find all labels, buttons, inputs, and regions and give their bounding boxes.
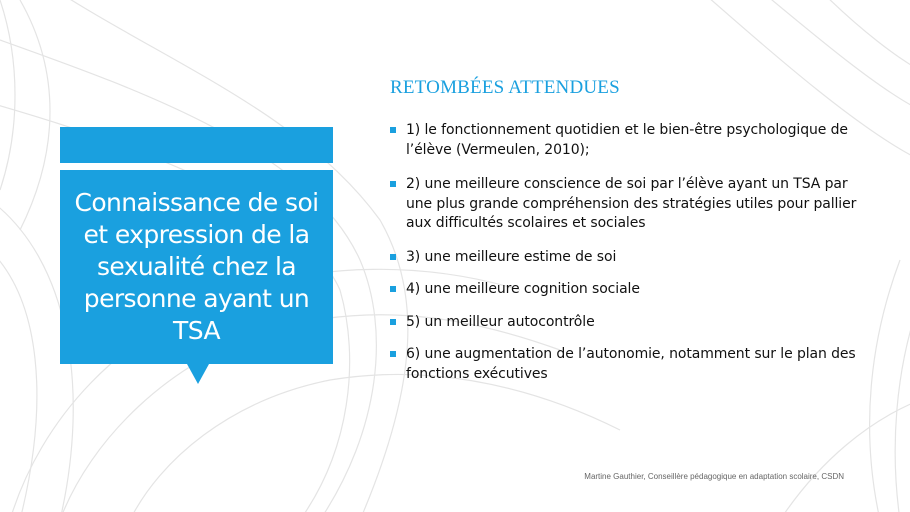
- title-accent-bar: [60, 127, 333, 163]
- title-box: [60, 170, 333, 364]
- slide-title: Connaissance de soi et expression de la sexualité chez la personne ayant un TSA: [74, 188, 319, 345]
- bullet-item: [390, 248, 860, 268]
- square-bullet-icon: [390, 351, 396, 357]
- bullet-text: 5) un meilleur autocontrôle: [406, 313, 595, 330]
- bullet-item: [390, 345, 860, 384]
- footer-credit: Martine Gauthier, Conseillère pédagogique en adaptation scolaire, CSDN: [584, 472, 844, 481]
- title-pointer: [187, 364, 209, 384]
- bullet-text: 2) une meilleure conscience de soi par l’élève ayant un TSA par une plus grande compréhension des stratégies utiles pour pallier aux difficultés scolaires et sociales: [406, 176, 857, 231]
- decorative-arc: [130, 374, 620, 512]
- bullet-item: [390, 175, 860, 234]
- bullet-list: [390, 121, 860, 384]
- bullet-text: 4) une meilleure cognition sociale: [406, 281, 640, 297]
- decorative-arc: [0, 250, 37, 512]
- decorative-arc: [820, 0, 910, 70]
- square-bullet-icon: [390, 181, 396, 187]
- decorative-arc: [760, 0, 910, 110]
- square-bullet-icon: [390, 286, 396, 292]
- bullet-text: 1) le fonctionnement quotidien et le bien-être psychologique de l’élève (Vermeulen, 2010);: [406, 122, 848, 158]
- bullet-text: 3) une meilleure estime de soi: [406, 248, 617, 265]
- bullet-item: [390, 313, 860, 333]
- bullet-item: [390, 121, 860, 160]
- square-bullet-icon: [390, 319, 396, 325]
- square-bullet-icon: [390, 127, 396, 133]
- decorative-arc: [0, 0, 15, 190]
- square-bullet-icon: [390, 254, 396, 260]
- section-heading: RETOMBÉES ATTENDUES: [390, 77, 620, 98]
- bullet-text: 6) une augmentation de l’autonomie, notamment sur le plan des fonctions exécutives: [406, 346, 856, 382]
- decorative-arc: [895, 300, 910, 512]
- decorative-arc: [20, 0, 50, 230]
- decorative-arc: [780, 400, 910, 512]
- bullet-item: [390, 280, 860, 300]
